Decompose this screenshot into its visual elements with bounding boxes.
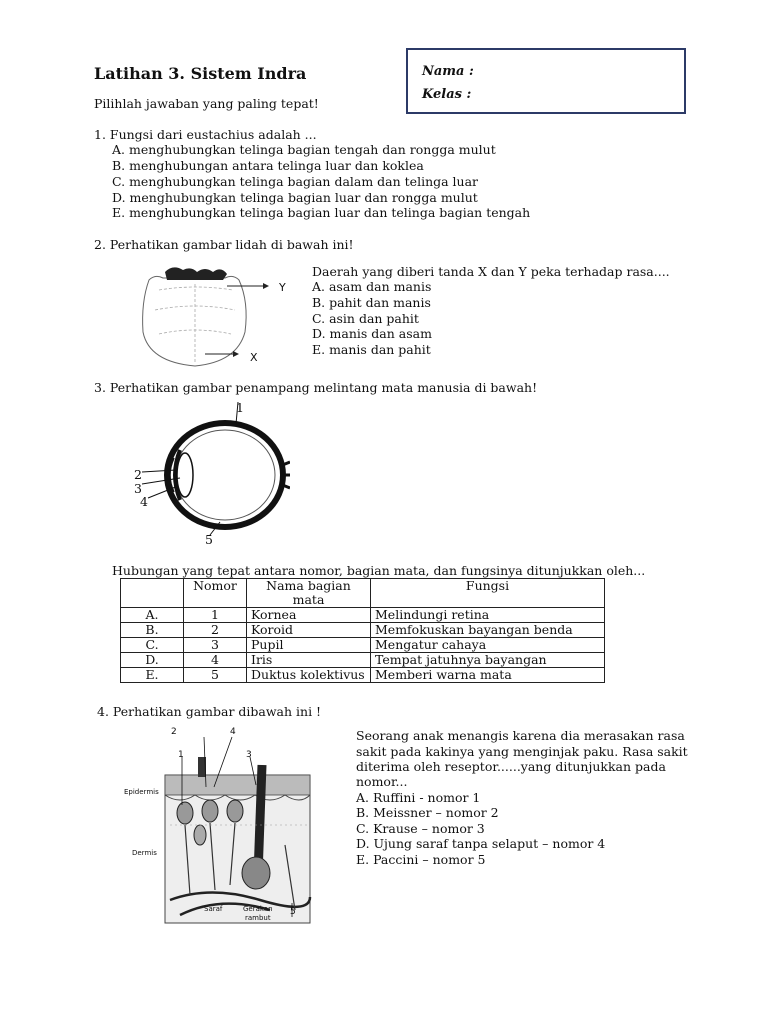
answer-table xyxy=(120,578,605,683)
q3-question: 3. Perhatikan gambar penampang melintang mata manusia di bawah! xyxy=(94,380,538,395)
q4-prompt-line-3: diterima oleh reseptor......yang ditunjukkan pada xyxy=(356,759,666,774)
q3-prompt: Hubungan yang tepat antara nomor, bagian mata, dan fungsinya ditunjukkan oleh... xyxy=(112,563,646,578)
table-cell: D. xyxy=(121,653,184,668)
skin-label-epidermis: Epidermis xyxy=(124,788,159,796)
skin-label-dermis: Dermis xyxy=(132,849,157,857)
q4-prompt-line-2: sakit pada kakinya yang menginjak paku. Rasa sakit xyxy=(356,744,688,759)
table-header xyxy=(121,579,184,608)
q2-option-d: D. manis dan asam xyxy=(312,326,432,341)
skin-label-5: 5 xyxy=(290,907,296,917)
table-cell: Melindungi retina xyxy=(371,608,605,623)
table-cell: Memberi warna mata xyxy=(371,668,605,683)
table-cell: C. xyxy=(121,638,184,653)
q4-question: 4. Perhatikan gambar dibawah ini ! xyxy=(97,704,322,719)
table-cell: E. xyxy=(121,668,184,683)
table-cell: 2 xyxy=(184,623,247,638)
table-header: Nama bagian mata xyxy=(247,579,371,608)
table-cell: 1 xyxy=(184,608,247,623)
skin-figure xyxy=(110,725,315,930)
skin-label-rambut: rambut xyxy=(245,914,271,922)
q4-prompt-line-4: nomor... xyxy=(356,774,408,789)
skin-label-2: 2 xyxy=(171,727,177,737)
q1-option-b: B. menghubungan antara telinga luar dan koklea xyxy=(112,158,424,173)
eye-label-2: 2 xyxy=(134,467,142,482)
q1-option-e: E. menghubungkan telinga bagian luar dan telinga bagian tengah xyxy=(112,205,531,220)
q1-question: 1. Fungsi dari eustachius adalah ... xyxy=(94,127,317,142)
skin-label-gerakan: Gerakan xyxy=(243,905,273,913)
table-cell: Tempat jatuhnya bayangan xyxy=(371,653,605,668)
table-row xyxy=(121,608,605,623)
q4-prompt-line-1: Seorang anak menangis karena dia merasakan rasa xyxy=(356,728,685,743)
q4-option-c: C. Krause – nomor 3 xyxy=(356,821,485,836)
table-header: Fungsi xyxy=(371,579,605,608)
name-class-box xyxy=(406,48,686,114)
q1-option-d: D. menghubungkan telinga bagian luar dan rongga mulut xyxy=(112,190,478,205)
kelas-label: Kelas : xyxy=(422,87,472,102)
table-cell: Kornea xyxy=(247,608,371,623)
q4-option-d: D. Ujung saraf tanpa selaput – nomor 4 xyxy=(356,836,606,851)
tongue-label-x: X xyxy=(250,351,258,364)
skin-label-3: 3 xyxy=(246,750,252,760)
table-header: Nomor xyxy=(184,579,247,608)
q1-option-a: A. menghubungkan telinga bagian tengah dan rongga mulut xyxy=(112,142,496,157)
tongue-label-y: Y xyxy=(279,281,286,294)
q1-option-c: C. menghubungkan telinga bagian dalam dan telinga luar xyxy=(112,174,479,189)
skin-label-saraf: Saraf xyxy=(204,905,223,913)
page-title: Latihan 3. Sistem Indra xyxy=(94,64,307,83)
table-row xyxy=(121,668,605,683)
skin-label-4: 4 xyxy=(230,727,236,737)
table-cell: Mengatur cahaya xyxy=(371,638,605,653)
table-cell: Iris xyxy=(247,653,371,668)
table-cell: Pupil xyxy=(247,638,371,653)
eye-label-3: 3 xyxy=(134,481,142,496)
eye-label-1: 1 xyxy=(236,400,244,415)
q2-option-e: E. manis dan pahit xyxy=(312,342,431,357)
q2-option-a: A. asam dan manis xyxy=(312,279,432,294)
q2-option-c: C. asin dan pahit xyxy=(312,311,419,326)
eye-figure xyxy=(130,400,290,550)
eye-label-5: 5 xyxy=(205,532,213,547)
q4-option-e: E. Paccini – nomor 5 xyxy=(356,852,486,867)
table-cell: Koroid xyxy=(247,623,371,638)
table-header-row xyxy=(121,579,605,608)
table-cell: Memfokuskan bayangan benda xyxy=(371,623,605,638)
instruction: Pilihlah jawaban yang paling tepat! xyxy=(94,96,319,111)
table-cell: Duktus kolektivus xyxy=(247,668,371,683)
table-cell: 3 xyxy=(184,638,247,653)
nama-label: Nama : xyxy=(422,64,474,79)
table-cell: 5 xyxy=(184,668,247,683)
table-cell: B. xyxy=(121,623,184,638)
table-cell: A. xyxy=(121,608,184,623)
table-row xyxy=(121,623,605,638)
table-cell: 4 xyxy=(184,653,247,668)
q4-option-a: A. Ruffini - nomor 1 xyxy=(356,790,481,805)
skin-label-1: 1 xyxy=(178,750,184,760)
q2-option-b: B. pahit dan manis xyxy=(312,295,431,310)
q4-option-b: B. Meissner – nomor 2 xyxy=(356,805,499,820)
q2-prompt: Daerah yang diberi tanda X dan Y peka terhadap rasa.... xyxy=(312,264,670,279)
table-row xyxy=(121,638,605,653)
eye-label-4: 4 xyxy=(140,494,148,509)
q2-question: 2. Perhatikan gambar lidah di bawah ini! xyxy=(94,237,354,252)
table-row xyxy=(121,653,605,668)
